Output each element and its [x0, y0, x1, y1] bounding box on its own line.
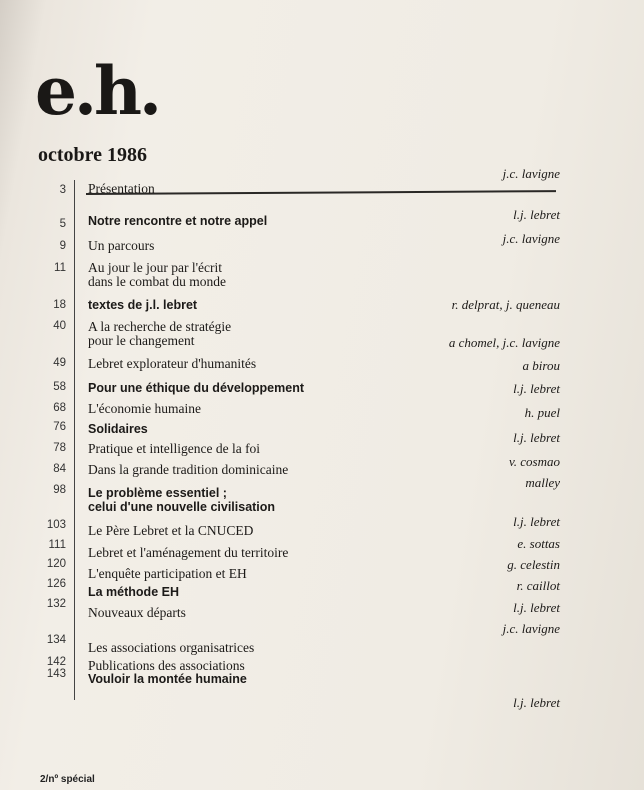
toc-author: l.j. lebret — [513, 430, 560, 445]
toc-title: Lebret explorateur d'humanités — [88, 356, 257, 371]
toc-title-line: Le problème essentiel ; — [88, 486, 227, 500]
toc-title-line: Au jour le jour par l'écrit — [88, 260, 223, 275]
toc-author: j.c. lavigne — [502, 231, 560, 246]
toc-title: La méthode EH — [88, 585, 179, 599]
toc-title: Un parcours — [88, 238, 155, 253]
journal-logo: e.h. — [35, 52, 159, 130]
page-number-divider — [74, 180, 75, 700]
toc-author: a birou — [522, 358, 560, 373]
toc-title-line: A la recherche de stratégie — [88, 319, 232, 334]
toc-author: v. cosmao — [508, 454, 560, 469]
toc-author: a chomel, j.c. lavigne — [448, 335, 560, 350]
toc-page-number: 5 — [59, 218, 66, 230]
toc-page-number: 134 — [46, 634, 66, 646]
toc-page-number: 126 — [46, 578, 66, 590]
toc-author: l.j. lebret — [513, 381, 560, 396]
toc-title: Solidaires — [88, 422, 148, 436]
header-rule — [86, 190, 556, 194]
toc-page-number: 40 — [53, 320, 66, 332]
toc-title: Nouveaux départs — [88, 605, 186, 620]
toc-title: Publications des associations — [88, 658, 245, 673]
toc-page-number: 111 — [48, 539, 66, 551]
toc-author: l.j. lebret — [513, 600, 560, 615]
toc-title-line: celui d'une nouvelle civilisation — [88, 500, 276, 514]
toc-author: e. sottas — [517, 536, 560, 551]
toc-page-number: 58 — [53, 381, 66, 393]
toc-title: Dans la grande tradition dominicaine — [88, 462, 289, 477]
toc-page-number: 11 — [54, 262, 66, 274]
toc-page-number: 76 — [53, 421, 66, 433]
toc-author: g. celestin — [507, 557, 560, 572]
toc-author: r. caillot — [516, 578, 560, 593]
toc-title: L'économie humaine — [88, 401, 202, 416]
issue-date: octobre 1986 — [38, 144, 148, 166]
toc-title-line: dans le combat du monde — [88, 274, 226, 289]
page-footer: 2/nº spécial — [40, 774, 95, 785]
toc-title: Présentation — [88, 181, 155, 196]
toc-title: Lebret et l'aménagement du territoire — [88, 545, 289, 560]
toc-author: l.j. lebret — [513, 207, 560, 222]
toc-title: L'enquête participation et EH — [88, 566, 247, 581]
toc-page-number: 143 — [46, 668, 66, 680]
toc-page-number: 68 — [53, 402, 66, 414]
toc-title-line: pour le changement — [88, 333, 195, 348]
toc-page-number: 78 — [53, 442, 66, 454]
toc-author: l.j. lebret — [513, 514, 560, 529]
toc-author: j.c. lavigne — [502, 621, 560, 636]
toc-title: Pour une éthique du développement — [88, 381, 304, 395]
toc-page-number: 84 — [53, 463, 66, 475]
toc-title: textes de j.l. lebret — [88, 298, 198, 312]
toc-author: j.c. lavigne — [502, 166, 560, 181]
toc-author: h. puel — [524, 405, 560, 420]
toc-author: r. delprat, j. queneau — [451, 297, 560, 312]
toc-page-number: 9 — [59, 240, 66, 252]
toc-page-number: 98 — [53, 484, 66, 496]
toc-author: l.j. lebret — [513, 695, 560, 710]
toc-page-number: 3 — [59, 184, 66, 196]
toc-title: Notre rencontre et notre appel — [88, 214, 268, 228]
toc-page-number: 120 — [46, 558, 66, 570]
toc-title: Vouloir la montée humaine — [88, 672, 247, 686]
toc-page-number: 132 — [46, 598, 66, 610]
toc-page-number: 18 — [53, 299, 66, 311]
toc-title: Pratique et intelligence de la foi — [88, 441, 261, 456]
toc-title: Le Père Lebret et la CNUCED — [88, 523, 254, 538]
toc-page-number: 103 — [46, 519, 66, 531]
toc-title: Les associations organisatrices — [88, 640, 255, 655]
toc-author: malley — [525, 475, 560, 490]
toc-page-number: 49 — [53, 357, 66, 369]
toc-page-number: 142 — [46, 656, 66, 668]
